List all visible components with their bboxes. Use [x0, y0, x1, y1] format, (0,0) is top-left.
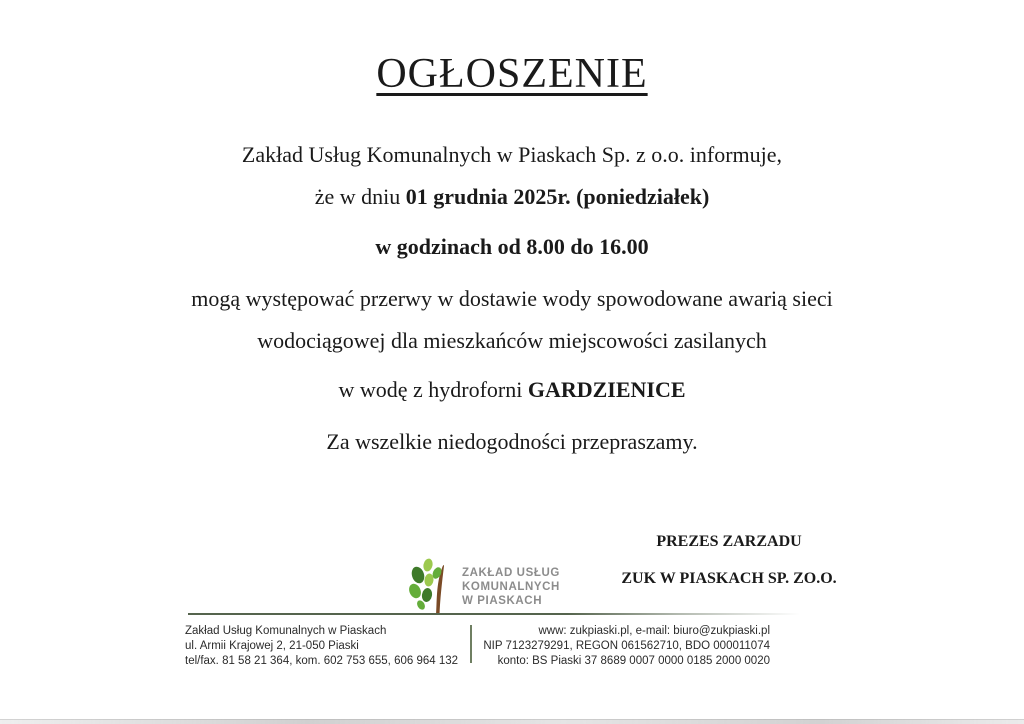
footer-phone-numbers: tel/fax. 81 58 21 364, kom. 602 753 655, 606 964 132 — [185, 655, 459, 667]
scan-bottom-edge — [0, 719, 1024, 724]
footer-address-block — [185, 624, 458, 669]
paragraph-intro-text: Zakład Usług Komunalnych w Piaskach Sp. z o.o. informuje, — [241, 142, 783, 167]
logo-text — [462, 566, 560, 608]
signature-company: ZUK W PIASKACH SP. ZO.O. — [621, 570, 837, 587]
paragraph-location — [0, 376, 1024, 404]
footer-web-email: www: zukpiaski.pl, e-mail: biuro@zukpiaski.pl — [538, 625, 770, 637]
paragraph-intro — [0, 141, 1024, 169]
paragraph-warning-2 — [0, 327, 1024, 355]
tree-icon — [406, 558, 456, 616]
company-logo — [406, 558, 560, 616]
logo-text-line-2: KOMUNALNYCH — [462, 581, 560, 593]
location-value: GARDZIENICE — [527, 377, 686, 402]
warning-text-1: mogą występować przerwy w dostawie wody spowodowane awarią sieci — [191, 286, 833, 311]
apology-text: Za wszelkie niedogodności przepraszamy. — [326, 429, 698, 454]
footer-registration-numbers: NIP 7123279291, REGON 061562710, BDO 000011074 — [483, 640, 770, 652]
page-title: OGŁOSZENIE — [376, 51, 648, 97]
logo-text-line-3: W PIASKACH — [462, 595, 543, 607]
logo-text-line-1: ZAKŁAD USŁUG — [462, 567, 560, 579]
paragraph-hours — [0, 233, 1024, 261]
footer-bank-account: konto: BS Piaski 37 8689 0007 0000 0185 2000 0020 — [497, 655, 770, 667]
footer-street-address: ul. Armii Krajowej 2, 21-050 Piaski — [185, 640, 359, 652]
date-prefix: że w dniu — [314, 184, 406, 209]
warning-text-2: wodociągowej dla mieszkańców miejscowości zasilanych — [257, 328, 767, 353]
paragraph-apology — [0, 428, 1024, 456]
paragraph-warning-1 — [0, 285, 1024, 313]
footer-divider — [188, 613, 800, 615]
footer-contact-block — [470, 624, 770, 669]
footer-company-name: Zakład Usług Komunalnych w Piaskach — [185, 625, 387, 637]
hours-value: w godzinach od 8.00 do 16.00 — [375, 234, 649, 259]
date-value: 01 grudnia 2025r. (poniedziałek) — [405, 184, 710, 209]
signature-title: PREZES ZARZADU — [656, 533, 802, 550]
paragraph-date — [0, 183, 1024, 211]
location-prefix: w wodę z hydroforni — [338, 377, 528, 402]
